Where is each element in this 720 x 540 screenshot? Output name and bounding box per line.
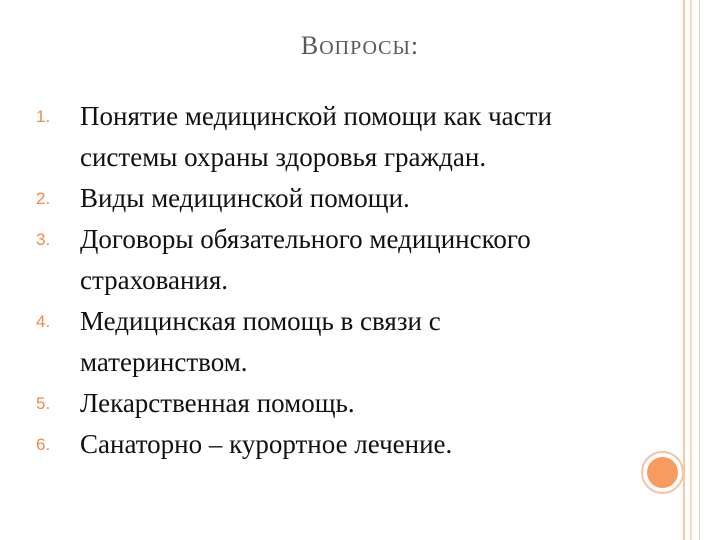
list-item-number: 2. — [36, 189, 51, 208]
list-item-text: Договоры обязательного медицинского — [80, 224, 531, 254]
list-item-text: страхования. — [80, 265, 229, 295]
list-item-number: 1. — [36, 107, 51, 126]
list-item-text: материнством. — [80, 347, 248, 377]
list-item — [0, 96, 680, 178]
title-first-letter: В — [300, 31, 320, 60]
list-item — [0, 219, 680, 301]
questions-list — [0, 96, 680, 465]
slide-title — [0, 31, 720, 61]
frame-line-decoration — [683, 0, 685, 540]
list-item-text: Медицинская помощь в связи с — [80, 306, 441, 336]
list-item — [0, 383, 680, 424]
list-item — [0, 424, 680, 465]
list-item-number: 6. — [36, 435, 51, 454]
list-item-number: 4. — [36, 312, 51, 331]
title-colon: : — [410, 31, 420, 60]
list-item — [0, 301, 680, 383]
list-item-number: 3. — [36, 230, 51, 249]
title-rest: ОПРОСЫ — [319, 37, 411, 59]
list-item-text: Лекарственная помощь. — [80, 388, 355, 418]
list-item-text: Понятие медицинской помощи как части — [80, 101, 552, 131]
list-item-number: 5. — [36, 394, 51, 413]
list-item — [0, 178, 680, 219]
frame-line-decoration — [699, 0, 700, 540]
list-item-text: системы охраны здоровья граждан. — [80, 142, 487, 172]
frame-line-decoration — [690, 0, 692, 540]
list-item-text: Виды медицинской помощи. — [80, 183, 410, 213]
list-item-text: Санаторно – курортное лечение. — [80, 429, 453, 459]
